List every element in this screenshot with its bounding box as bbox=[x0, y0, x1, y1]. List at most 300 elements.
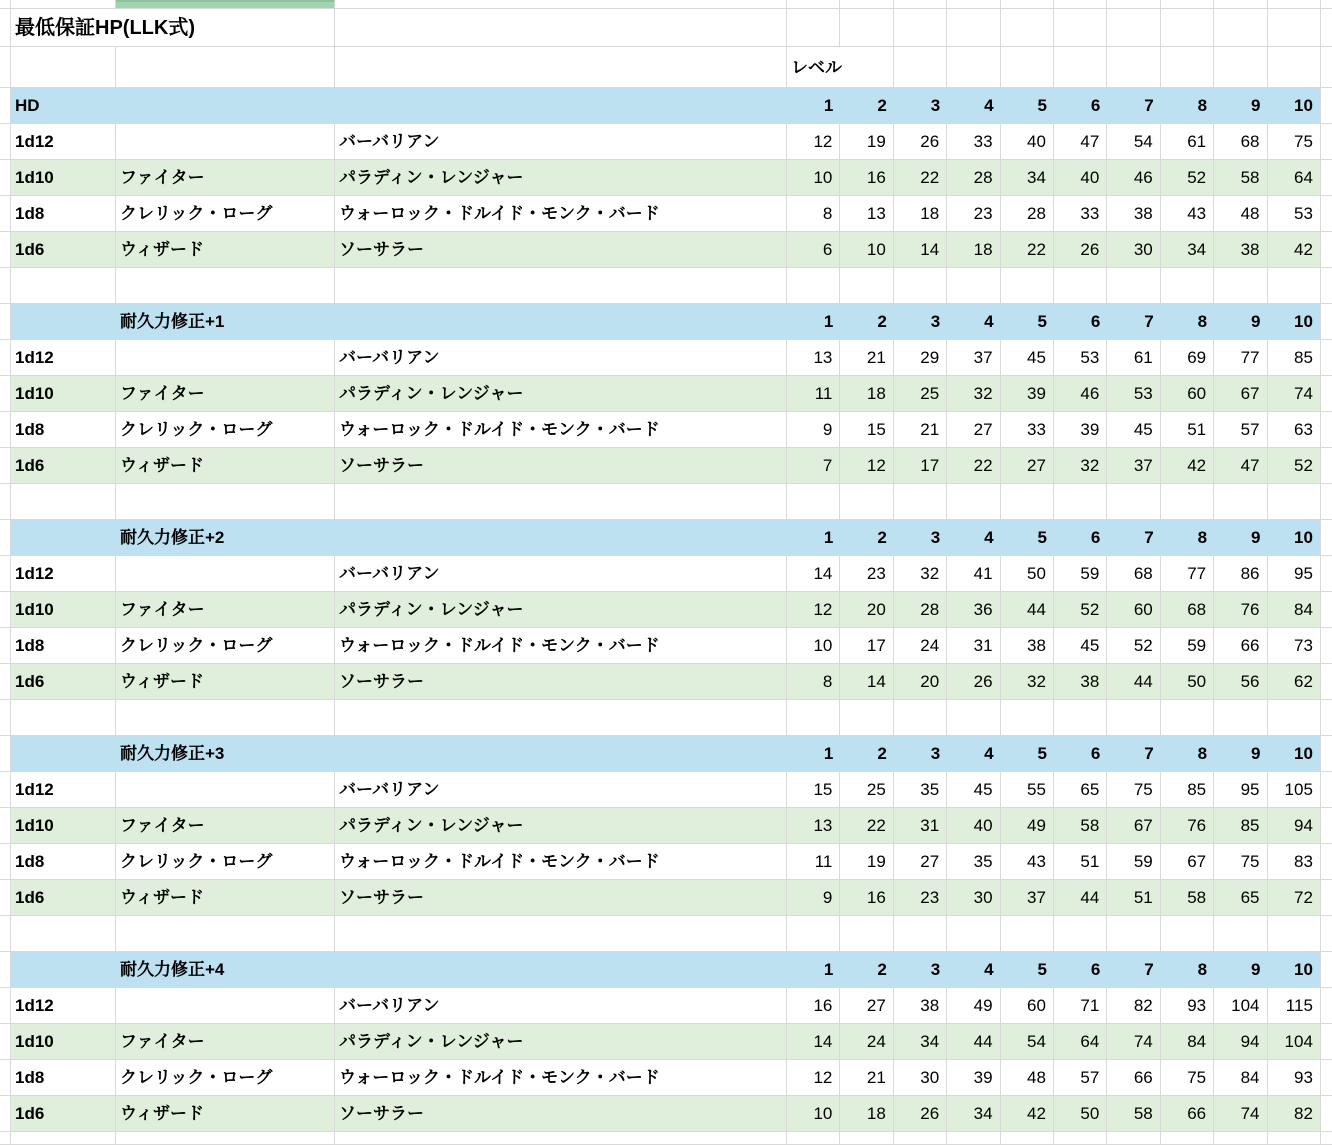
hp-value-cell[interactable]: 50 bbox=[1054, 1096, 1107, 1131]
hp-value-cell[interactable]: 35 bbox=[894, 772, 947, 807]
class-group-cell[interactable]: バーバリアン bbox=[335, 556, 787, 591]
hp-value-cell[interactable]: 54 bbox=[1001, 1024, 1054, 1059]
hd-cell[interactable]: 1d8 bbox=[11, 1060, 116, 1095]
hp-value-cell[interactable]: 59 bbox=[1161, 628, 1214, 663]
level-column-header[interactable]: 2 bbox=[840, 520, 893, 555]
hp-value-cell[interactable]: 51 bbox=[1054, 844, 1107, 879]
hp-value-cell[interactable]: 28 bbox=[1001, 196, 1054, 231]
class-group-cell[interactable]: パラディン・レンジャー bbox=[335, 592, 787, 627]
hp-value-cell[interactable]: 58 bbox=[1161, 880, 1214, 915]
class-group-cell[interactable]: ソーサラー bbox=[335, 232, 787, 267]
level-column-header[interactable]: 2 bbox=[840, 304, 893, 339]
class-group-cell[interactable]: ウォーロック・ドルイド・モンク・バード bbox=[335, 844, 787, 879]
level-column-header[interactable]: 3 bbox=[894, 952, 947, 987]
hp-value-cell[interactable]: 45 bbox=[1001, 340, 1054, 375]
hp-value-cell[interactable]: 16 bbox=[787, 988, 840, 1023]
section-header-cell[interactable]: HD bbox=[15, 96, 40, 115]
hp-value-cell[interactable]: 31 bbox=[894, 808, 947, 843]
hp-value-cell[interactable]: 68 bbox=[1107, 556, 1160, 591]
hp-value-cell[interactable]: 12 bbox=[787, 124, 840, 159]
hp-value-cell[interactable]: 11 bbox=[787, 376, 840, 411]
hp-value-cell[interactable]: 51 bbox=[1107, 880, 1160, 915]
hp-value-cell[interactable]: 37 bbox=[947, 340, 1000, 375]
hd-cell[interactable]: 1d10 bbox=[11, 592, 116, 627]
hp-value-cell[interactable]: 65 bbox=[1214, 880, 1267, 915]
hp-value-cell[interactable]: 31 bbox=[947, 628, 1000, 663]
level-column-header[interactable]: 2 bbox=[840, 88, 893, 123]
hp-value-cell[interactable]: 38 bbox=[1001, 628, 1054, 663]
hp-value-cell[interactable]: 37 bbox=[1107, 448, 1160, 483]
section-header-cell[interactable]: 耐久力修正+4 bbox=[120, 960, 225, 979]
level-column-header[interactable]: 6 bbox=[1054, 736, 1107, 771]
hp-value-cell[interactable]: 14 bbox=[840, 664, 893, 699]
level-column-header[interactable]: 1 bbox=[787, 952, 840, 987]
section-header-cell[interactable]: 耐久力修正+1 bbox=[120, 312, 225, 331]
hp-value-cell[interactable]: 76 bbox=[1214, 592, 1267, 627]
hp-value-cell[interactable]: 8 bbox=[787, 196, 840, 231]
hp-value-cell[interactable]: 44 bbox=[947, 1024, 1000, 1059]
hp-value-cell[interactable]: 58 bbox=[1054, 808, 1107, 843]
level-column-header[interactable]: 4 bbox=[947, 520, 1000, 555]
level-column-header[interactable]: 9 bbox=[1214, 520, 1267, 555]
hp-value-cell[interactable]: 13 bbox=[787, 340, 840, 375]
hp-value-cell[interactable]: 60 bbox=[1161, 376, 1214, 411]
hd-cell[interactable]: 1d8 bbox=[11, 412, 116, 447]
level-column-header[interactable]: 1 bbox=[787, 304, 840, 339]
level-column-header[interactable]: 3 bbox=[894, 88, 947, 123]
hp-value-cell[interactable]: 20 bbox=[840, 592, 893, 627]
hp-value-cell[interactable]: 49 bbox=[947, 988, 1000, 1023]
hp-value-cell[interactable]: 66 bbox=[1107, 1060, 1160, 1095]
class-group-cell[interactable]: ファイター bbox=[116, 376, 335, 411]
hp-value-cell[interactable]: 7 bbox=[787, 448, 840, 483]
hp-value-cell[interactable]: 12 bbox=[840, 448, 893, 483]
hp-value-cell[interactable]: 16 bbox=[840, 160, 893, 195]
level-column-header[interactable]: 1 bbox=[787, 88, 840, 123]
level-column-header[interactable]: 9 bbox=[1214, 88, 1267, 123]
class-group-cell[interactable]: ソーサラー bbox=[335, 880, 787, 915]
hp-value-cell[interactable]: 17 bbox=[894, 448, 947, 483]
level-column-header[interactable]: 9 bbox=[1214, 952, 1267, 987]
class-group-cell[interactable]: ウィザード bbox=[116, 1096, 335, 1131]
hd-cell[interactable]: 1d12 bbox=[11, 556, 116, 591]
hp-value-cell[interactable]: 11 bbox=[787, 844, 840, 879]
hp-value-cell[interactable]: 24 bbox=[894, 628, 947, 663]
hp-value-cell[interactable]: 52 bbox=[1268, 448, 1321, 483]
hp-value-cell[interactable]: 93 bbox=[1161, 988, 1214, 1023]
hp-value-cell[interactable]: 39 bbox=[1001, 376, 1054, 411]
hp-value-cell[interactable]: 18 bbox=[840, 1096, 893, 1131]
class-group-cell[interactable] bbox=[116, 988, 335, 1023]
hp-value-cell[interactable]: 23 bbox=[947, 196, 1000, 231]
class-group-cell[interactable]: ウォーロック・ドルイド・モンク・バード bbox=[335, 412, 787, 447]
hp-value-cell[interactable]: 53 bbox=[1268, 196, 1321, 231]
hd-cell[interactable]: 1d12 bbox=[11, 340, 116, 375]
hp-value-cell[interactable]: 67 bbox=[1107, 808, 1160, 843]
class-group-cell[interactable]: パラディン・レンジャー bbox=[335, 160, 787, 195]
hd-cell[interactable]: 1d12 bbox=[11, 988, 116, 1023]
hp-value-cell[interactable]: 48 bbox=[1214, 196, 1267, 231]
hp-value-cell[interactable]: 94 bbox=[1214, 1024, 1267, 1059]
hp-value-cell[interactable]: 59 bbox=[1107, 844, 1160, 879]
level-column-header[interactable]: 6 bbox=[1054, 952, 1107, 987]
hd-cell[interactable]: 1d8 bbox=[11, 196, 116, 231]
level-column-header[interactable]: 2 bbox=[840, 952, 893, 987]
green-filled-cell[interactable] bbox=[116, 0, 335, 8]
hp-value-cell[interactable]: 41 bbox=[947, 556, 1000, 591]
class-group-cell[interactable]: ウィザード bbox=[116, 232, 335, 267]
hp-value-cell[interactable]: 34 bbox=[1161, 232, 1214, 267]
class-group-cell[interactable]: クレリック・ローグ bbox=[116, 196, 335, 231]
hp-value-cell[interactable]: 86 bbox=[1214, 556, 1267, 591]
level-column-header[interactable]: 2 bbox=[840, 736, 893, 771]
hp-value-cell[interactable]: 22 bbox=[840, 808, 893, 843]
level-column-header[interactable]: 3 bbox=[894, 520, 947, 555]
class-group-cell[interactable] bbox=[116, 124, 335, 159]
class-group-cell[interactable]: ウィザード bbox=[116, 448, 335, 483]
hp-value-cell[interactable]: 10 bbox=[787, 1096, 840, 1131]
hd-cell[interactable]: 1d6 bbox=[11, 664, 116, 699]
hp-value-cell[interactable]: 48 bbox=[1001, 1060, 1054, 1095]
hp-value-cell[interactable]: 53 bbox=[1107, 376, 1160, 411]
class-group-cell[interactable]: ファイター bbox=[116, 808, 335, 843]
hp-value-cell[interactable]: 14 bbox=[894, 232, 947, 267]
hp-value-cell[interactable]: 16 bbox=[840, 880, 893, 915]
hp-value-cell[interactable]: 40 bbox=[947, 808, 1000, 843]
hp-value-cell[interactable]: 43 bbox=[1001, 844, 1054, 879]
hp-value-cell[interactable]: 37 bbox=[1001, 880, 1054, 915]
hp-value-cell[interactable]: 64 bbox=[1268, 160, 1321, 195]
class-group-cell[interactable]: ファイター bbox=[116, 592, 335, 627]
hp-value-cell[interactable]: 34 bbox=[947, 1096, 1000, 1131]
hp-value-cell[interactable]: 74 bbox=[1107, 1024, 1160, 1059]
class-group-cell[interactable]: クレリック・ローグ bbox=[116, 844, 335, 879]
hd-cell[interactable]: 1d8 bbox=[11, 628, 116, 663]
hp-value-cell[interactable]: 38 bbox=[894, 988, 947, 1023]
hp-value-cell[interactable]: 45 bbox=[1107, 412, 1160, 447]
class-group-cell[interactable]: バーバリアン bbox=[335, 124, 787, 159]
level-column-header[interactable]: 5 bbox=[1001, 88, 1054, 123]
hp-value-cell[interactable]: 26 bbox=[894, 124, 947, 159]
hd-cell[interactable]: 1d6 bbox=[11, 880, 116, 915]
class-group-cell[interactable]: バーバリアン bbox=[335, 340, 787, 375]
hp-value-cell[interactable]: 32 bbox=[947, 376, 1000, 411]
hp-value-cell[interactable]: 14 bbox=[787, 556, 840, 591]
hp-value-cell[interactable]: 82 bbox=[1107, 988, 1160, 1023]
hp-value-cell[interactable]: 63 bbox=[1268, 412, 1321, 447]
hp-value-cell[interactable]: 50 bbox=[1161, 664, 1214, 699]
hp-value-cell[interactable]: 21 bbox=[894, 412, 947, 447]
hp-value-cell[interactable]: 45 bbox=[1054, 628, 1107, 663]
hp-value-cell[interactable]: 20 bbox=[894, 664, 947, 699]
hp-value-cell[interactable]: 85 bbox=[1214, 808, 1267, 843]
level-column-header[interactable]: 6 bbox=[1054, 520, 1107, 555]
hp-value-cell[interactable]: 36 bbox=[947, 592, 1000, 627]
hp-value-cell[interactable]: 9 bbox=[787, 880, 840, 915]
level-column-header[interactable]: 5 bbox=[1001, 304, 1054, 339]
hp-value-cell[interactable]: 10 bbox=[787, 628, 840, 663]
class-group-cell[interactable]: ウィザード bbox=[116, 880, 335, 915]
level-column-header[interactable]: 1 bbox=[787, 520, 840, 555]
class-group-cell[interactable]: クレリック・ローグ bbox=[116, 628, 335, 663]
hp-value-cell[interactable]: 93 bbox=[1268, 1060, 1321, 1095]
hp-value-cell[interactable]: 21 bbox=[840, 340, 893, 375]
hp-value-cell[interactable]: 46 bbox=[1107, 160, 1160, 195]
hp-value-cell[interactable]: 14 bbox=[787, 1024, 840, 1059]
hp-value-cell[interactable]: 53 bbox=[1054, 340, 1107, 375]
hp-value-cell[interactable]: 56 bbox=[1214, 664, 1267, 699]
hp-value-cell[interactable]: 47 bbox=[1054, 124, 1107, 159]
hp-value-cell[interactable]: 27 bbox=[1001, 448, 1054, 483]
hd-cell[interactable]: 1d10 bbox=[11, 808, 116, 843]
hp-value-cell[interactable]: 95 bbox=[1214, 772, 1267, 807]
level-column-header[interactable]: 6 bbox=[1054, 304, 1107, 339]
hp-value-cell[interactable]: 39 bbox=[1054, 412, 1107, 447]
class-group-cell[interactable]: ソーサラー bbox=[335, 448, 787, 483]
level-column-header[interactable]: 7 bbox=[1107, 88, 1160, 123]
hp-value-cell[interactable]: 10 bbox=[840, 232, 893, 267]
hp-value-cell[interactable]: 33 bbox=[1054, 196, 1107, 231]
class-group-cell[interactable]: ウィザード bbox=[116, 664, 335, 699]
hp-value-cell[interactable]: 75 bbox=[1107, 772, 1160, 807]
hd-cell[interactable]: 1d10 bbox=[11, 160, 116, 195]
hp-value-cell[interactable]: 52 bbox=[1107, 628, 1160, 663]
class-group-cell[interactable]: ファイター bbox=[116, 160, 335, 195]
class-group-cell[interactable]: ファイター bbox=[116, 1024, 335, 1059]
class-group-cell[interactable]: パラディン・レンジャー bbox=[335, 1024, 787, 1059]
hp-value-cell[interactable]: 18 bbox=[840, 376, 893, 411]
hp-value-cell[interactable]: 30 bbox=[894, 1060, 947, 1095]
level-column-header[interactable]: 10 bbox=[1268, 736, 1321, 771]
hp-value-cell[interactable]: 104 bbox=[1214, 988, 1267, 1023]
hd-cell[interactable]: 1d6 bbox=[11, 448, 116, 483]
hp-value-cell[interactable]: 49 bbox=[1001, 808, 1054, 843]
hp-value-cell[interactable]: 22 bbox=[894, 160, 947, 195]
hp-value-cell[interactable]: 8 bbox=[787, 664, 840, 699]
level-column-header[interactable]: 1 bbox=[787, 736, 840, 771]
hp-value-cell[interactable]: 30 bbox=[947, 880, 1000, 915]
hp-value-cell[interactable]: 40 bbox=[1001, 124, 1054, 159]
class-group-cell[interactable]: クレリック・ローグ bbox=[116, 412, 335, 447]
hp-value-cell[interactable]: 32 bbox=[894, 556, 947, 591]
level-column-header[interactable]: 8 bbox=[1161, 736, 1214, 771]
hp-value-cell[interactable]: 84 bbox=[1214, 1060, 1267, 1095]
hp-value-cell[interactable]: 84 bbox=[1268, 592, 1321, 627]
hp-value-cell[interactable]: 58 bbox=[1214, 160, 1267, 195]
level-column-header[interactable]: 7 bbox=[1107, 736, 1160, 771]
hd-cell[interactable]: 1d10 bbox=[11, 376, 116, 411]
hp-value-cell[interactable]: 33 bbox=[947, 124, 1000, 159]
hp-value-cell[interactable]: 23 bbox=[840, 556, 893, 591]
hp-value-cell[interactable]: 22 bbox=[947, 448, 1000, 483]
hp-value-cell[interactable]: 55 bbox=[1001, 772, 1054, 807]
class-group-cell[interactable]: クレリック・ローグ bbox=[116, 1060, 335, 1095]
hp-value-cell[interactable]: 61 bbox=[1107, 340, 1160, 375]
hp-value-cell[interactable]: 75 bbox=[1161, 1060, 1214, 1095]
class-group-cell[interactable]: ソーサラー bbox=[335, 1096, 787, 1131]
hp-value-cell[interactable]: 26 bbox=[894, 1096, 947, 1131]
class-group-cell[interactable]: パラディン・レンジャー bbox=[335, 808, 787, 843]
hp-value-cell[interactable]: 6 bbox=[787, 232, 840, 267]
class-group-cell[interactable]: ウォーロック・ドルイド・モンク・バード bbox=[335, 628, 787, 663]
hp-value-cell[interactable]: 73 bbox=[1268, 628, 1321, 663]
class-group-cell[interactable]: ウォーロック・ドルイド・モンク・バード bbox=[335, 1060, 787, 1095]
hp-value-cell[interactable]: 68 bbox=[1161, 592, 1214, 627]
hp-value-cell[interactable]: 13 bbox=[840, 196, 893, 231]
level-column-header[interactable]: 8 bbox=[1161, 88, 1214, 123]
hp-value-cell[interactable]: 42 bbox=[1001, 1096, 1054, 1131]
hp-value-cell[interactable]: 75 bbox=[1268, 124, 1321, 159]
hp-value-cell[interactable]: 85 bbox=[1161, 772, 1214, 807]
hp-value-cell[interactable]: 18 bbox=[947, 232, 1000, 267]
hp-value-cell[interactable]: 32 bbox=[1054, 448, 1107, 483]
hp-value-cell[interactable]: 66 bbox=[1161, 1096, 1214, 1131]
hp-value-cell[interactable]: 104 bbox=[1268, 1024, 1321, 1059]
hd-cell[interactable]: 1d6 bbox=[11, 232, 116, 267]
hp-value-cell[interactable]: 13 bbox=[787, 808, 840, 843]
hp-value-cell[interactable]: 59 bbox=[1054, 556, 1107, 591]
hp-value-cell[interactable]: 67 bbox=[1161, 844, 1214, 879]
hp-value-cell[interactable]: 15 bbox=[787, 772, 840, 807]
hp-value-cell[interactable]: 65 bbox=[1054, 772, 1107, 807]
hp-value-cell[interactable]: 69 bbox=[1161, 340, 1214, 375]
level-column-header[interactable]: 8 bbox=[1161, 520, 1214, 555]
hp-value-cell[interactable]: 51 bbox=[1161, 412, 1214, 447]
hp-value-cell[interactable]: 84 bbox=[1161, 1024, 1214, 1059]
hp-value-cell[interactable]: 82 bbox=[1268, 1096, 1321, 1131]
sheet-title-cell[interactable]: 最低保証HP(LLK式) bbox=[11, 9, 335, 46]
hp-value-cell[interactable]: 27 bbox=[947, 412, 1000, 447]
hp-value-cell[interactable]: 57 bbox=[1214, 412, 1267, 447]
hp-value-cell[interactable]: 44 bbox=[1107, 664, 1160, 699]
hp-value-cell[interactable]: 43 bbox=[1161, 196, 1214, 231]
hp-value-cell[interactable]: 15 bbox=[840, 412, 893, 447]
hp-value-cell[interactable]: 94 bbox=[1268, 808, 1321, 843]
hp-value-cell[interactable]: 66 bbox=[1214, 628, 1267, 663]
hp-value-cell[interactable]: 38 bbox=[1107, 196, 1160, 231]
hd-cell[interactable]: 1d8 bbox=[11, 844, 116, 879]
hd-cell[interactable]: 1d12 bbox=[11, 124, 116, 159]
hp-value-cell[interactable]: 64 bbox=[1054, 1024, 1107, 1059]
hp-value-cell[interactable]: 115 bbox=[1268, 988, 1321, 1023]
hp-value-cell[interactable]: 72 bbox=[1268, 880, 1321, 915]
level-column-header[interactable]: 7 bbox=[1107, 520, 1160, 555]
hp-value-cell[interactable]: 60 bbox=[1107, 592, 1160, 627]
hp-value-cell[interactable]: 39 bbox=[947, 1060, 1000, 1095]
hp-value-cell[interactable]: 47 bbox=[1214, 448, 1267, 483]
hp-value-cell[interactable]: 85 bbox=[1268, 340, 1321, 375]
hp-value-cell[interactable]: 34 bbox=[894, 1024, 947, 1059]
level-column-header[interactable]: 8 bbox=[1161, 304, 1214, 339]
hp-value-cell[interactable]: 35 bbox=[947, 844, 1000, 879]
hp-value-cell[interactable]: 38 bbox=[1054, 664, 1107, 699]
hp-value-cell[interactable]: 62 bbox=[1268, 664, 1321, 699]
hp-value-cell[interactable]: 83 bbox=[1268, 844, 1321, 879]
level-column-header[interactable]: 7 bbox=[1107, 304, 1160, 339]
hp-value-cell[interactable]: 54 bbox=[1107, 124, 1160, 159]
hp-value-cell[interactable]: 45 bbox=[947, 772, 1000, 807]
level-column-header[interactable]: 8 bbox=[1161, 952, 1214, 987]
hp-value-cell[interactable]: 44 bbox=[1001, 592, 1054, 627]
hp-value-cell[interactable]: 18 bbox=[894, 196, 947, 231]
hp-value-cell[interactable]: 30 bbox=[1107, 232, 1160, 267]
hp-value-cell[interactable]: 25 bbox=[894, 376, 947, 411]
level-axis-label-cell[interactable]: レベル bbox=[787, 47, 894, 87]
hp-value-cell[interactable]: 52 bbox=[1161, 160, 1214, 195]
level-column-header[interactable]: 3 bbox=[894, 304, 947, 339]
hp-value-cell[interactable]: 40 bbox=[1054, 160, 1107, 195]
hp-value-cell[interactable]: 24 bbox=[840, 1024, 893, 1059]
hd-cell[interactable]: 1d10 bbox=[11, 1024, 116, 1059]
hp-value-cell[interactable]: 19 bbox=[840, 844, 893, 879]
hp-value-cell[interactable]: 42 bbox=[1161, 448, 1214, 483]
level-column-header[interactable]: 4 bbox=[947, 736, 1000, 771]
level-column-header[interactable]: 3 bbox=[894, 736, 947, 771]
hp-value-cell[interactable]: 12 bbox=[787, 592, 840, 627]
hp-value-cell[interactable]: 74 bbox=[1214, 1096, 1267, 1131]
level-column-header[interactable]: 4 bbox=[947, 304, 1000, 339]
level-column-header[interactable]: 10 bbox=[1268, 304, 1321, 339]
hp-value-cell[interactable]: 74 bbox=[1268, 376, 1321, 411]
hd-cell[interactable]: 1d12 bbox=[11, 772, 116, 807]
hp-value-cell[interactable]: 57 bbox=[1054, 1060, 1107, 1095]
class-group-cell[interactable]: ウォーロック・ドルイド・モンク・バード bbox=[335, 196, 787, 231]
hp-value-cell[interactable]: 50 bbox=[1001, 556, 1054, 591]
hp-value-cell[interactable]: 26 bbox=[1054, 232, 1107, 267]
class-group-cell[interactable] bbox=[116, 556, 335, 591]
level-column-header[interactable]: 5 bbox=[1001, 520, 1054, 555]
level-column-header[interactable]: 9 bbox=[1214, 304, 1267, 339]
hp-value-cell[interactable]: 27 bbox=[840, 988, 893, 1023]
class-group-cell[interactable]: バーバリアン bbox=[335, 772, 787, 807]
hp-value-cell[interactable]: 29 bbox=[894, 340, 947, 375]
class-group-cell[interactable] bbox=[116, 772, 335, 807]
hp-value-cell[interactable]: 95 bbox=[1268, 556, 1321, 591]
level-column-header[interactable]: 5 bbox=[1001, 736, 1054, 771]
hp-value-cell[interactable]: 58 bbox=[1107, 1096, 1160, 1131]
hp-value-cell[interactable]: 68 bbox=[1214, 124, 1267, 159]
hp-value-cell[interactable]: 19 bbox=[840, 124, 893, 159]
level-column-header[interactable]: 4 bbox=[947, 88, 1000, 123]
level-column-header[interactable]: 10 bbox=[1268, 88, 1321, 123]
hp-value-cell[interactable]: 71 bbox=[1054, 988, 1107, 1023]
level-column-header[interactable]: 5 bbox=[1001, 952, 1054, 987]
hp-value-cell[interactable]: 32 bbox=[1001, 664, 1054, 699]
class-group-cell[interactable]: パラディン・レンジャー bbox=[335, 376, 787, 411]
hp-value-cell[interactable]: 10 bbox=[787, 160, 840, 195]
level-column-header[interactable]: 6 bbox=[1054, 88, 1107, 123]
hp-value-cell[interactable]: 77 bbox=[1214, 340, 1267, 375]
section-header-cell[interactable]: 耐久力修正+2 bbox=[120, 528, 225, 547]
hp-value-cell[interactable]: 34 bbox=[1001, 160, 1054, 195]
hp-value-cell[interactable]: 27 bbox=[894, 844, 947, 879]
hp-value-cell[interactable]: 60 bbox=[1001, 988, 1054, 1023]
section-header-cell[interactable]: 耐久力修正+3 bbox=[120, 744, 225, 763]
hp-value-cell[interactable]: 44 bbox=[1054, 880, 1107, 915]
hp-value-cell[interactable]: 46 bbox=[1054, 376, 1107, 411]
hp-value-cell[interactable]: 77 bbox=[1161, 556, 1214, 591]
hd-cell[interactable]: 1d6 bbox=[11, 1096, 116, 1131]
hp-value-cell[interactable]: 75 bbox=[1214, 844, 1267, 879]
hp-value-cell[interactable]: 52 bbox=[1054, 592, 1107, 627]
hp-value-cell[interactable]: 28 bbox=[894, 592, 947, 627]
hp-value-cell[interactable]: 17 bbox=[840, 628, 893, 663]
hp-value-cell[interactable]: 21 bbox=[840, 1060, 893, 1095]
hp-value-cell[interactable]: 23 bbox=[894, 880, 947, 915]
hp-value-cell[interactable]: 105 bbox=[1268, 772, 1321, 807]
hp-value-cell[interactable]: 38 bbox=[1214, 232, 1267, 267]
hp-value-cell[interactable]: 25 bbox=[840, 772, 893, 807]
